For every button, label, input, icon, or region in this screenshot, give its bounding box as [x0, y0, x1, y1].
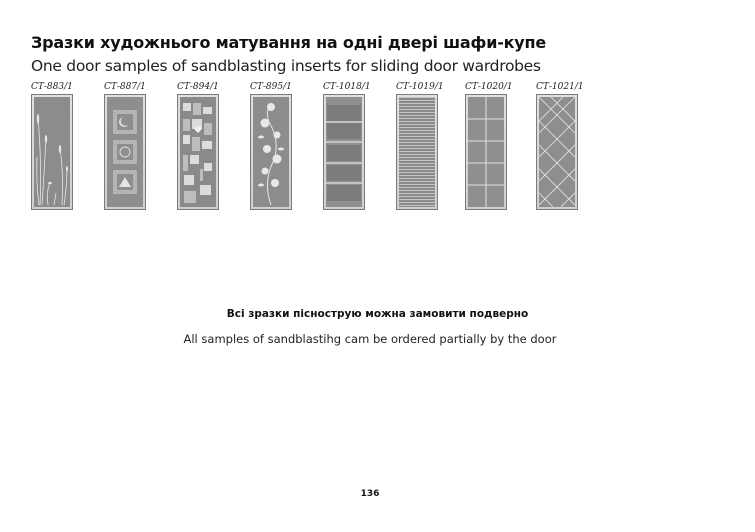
sample-code: СТ-887/1 — [104, 82, 146, 92]
door-image — [396, 94, 438, 210]
horizontal-panels-pattern-icon — [326, 97, 362, 207]
door-image — [104, 94, 146, 210]
grid-pattern-icon — [468, 97, 504, 207]
page-subtitle: One door samples of sandblasting inserts for sliding door wardrobes — [31, 57, 541, 75]
door-image — [31, 94, 73, 210]
page-number: 136 — [360, 489, 380, 499]
door-image — [465, 94, 507, 210]
door-image — [250, 94, 292, 210]
sample-code: СТ-1018/1 — [323, 82, 371, 92]
sample-code: СТ-1021/1 — [536, 82, 584, 92]
sample-code: СТ-894/1 — [177, 82, 219, 92]
sample-code: СТ-1020/1 — [465, 82, 513, 92]
reeds-pattern-icon — [34, 97, 70, 207]
framed-motifs-pattern-icon — [107, 97, 143, 207]
sample-code: СТ-1019/1 — [396, 82, 444, 92]
floral-pattern-icon — [253, 97, 289, 207]
page-title: Зразки художнього матування на одні двері шафи-купе — [31, 33, 547, 52]
sample-code: СТ-895/1 — [250, 82, 292, 92]
diamond-lattice-pattern-icon — [539, 97, 575, 207]
sample-code: СТ-883/1 — [31, 82, 73, 92]
door-image — [536, 94, 578, 210]
patchwork-pattern-icon — [180, 97, 216, 207]
note-english: All samples of sandblastihg cam be ordered partially by the door — [183, 332, 557, 346]
stripes-pattern-icon — [399, 97, 435, 207]
door-image — [177, 94, 219, 210]
note-ukrainian: Всі зразки піснострую можна замовити подверно — [226, 308, 529, 320]
door-image — [323, 94, 365, 210]
door-samples — [0, 82, 755, 214]
